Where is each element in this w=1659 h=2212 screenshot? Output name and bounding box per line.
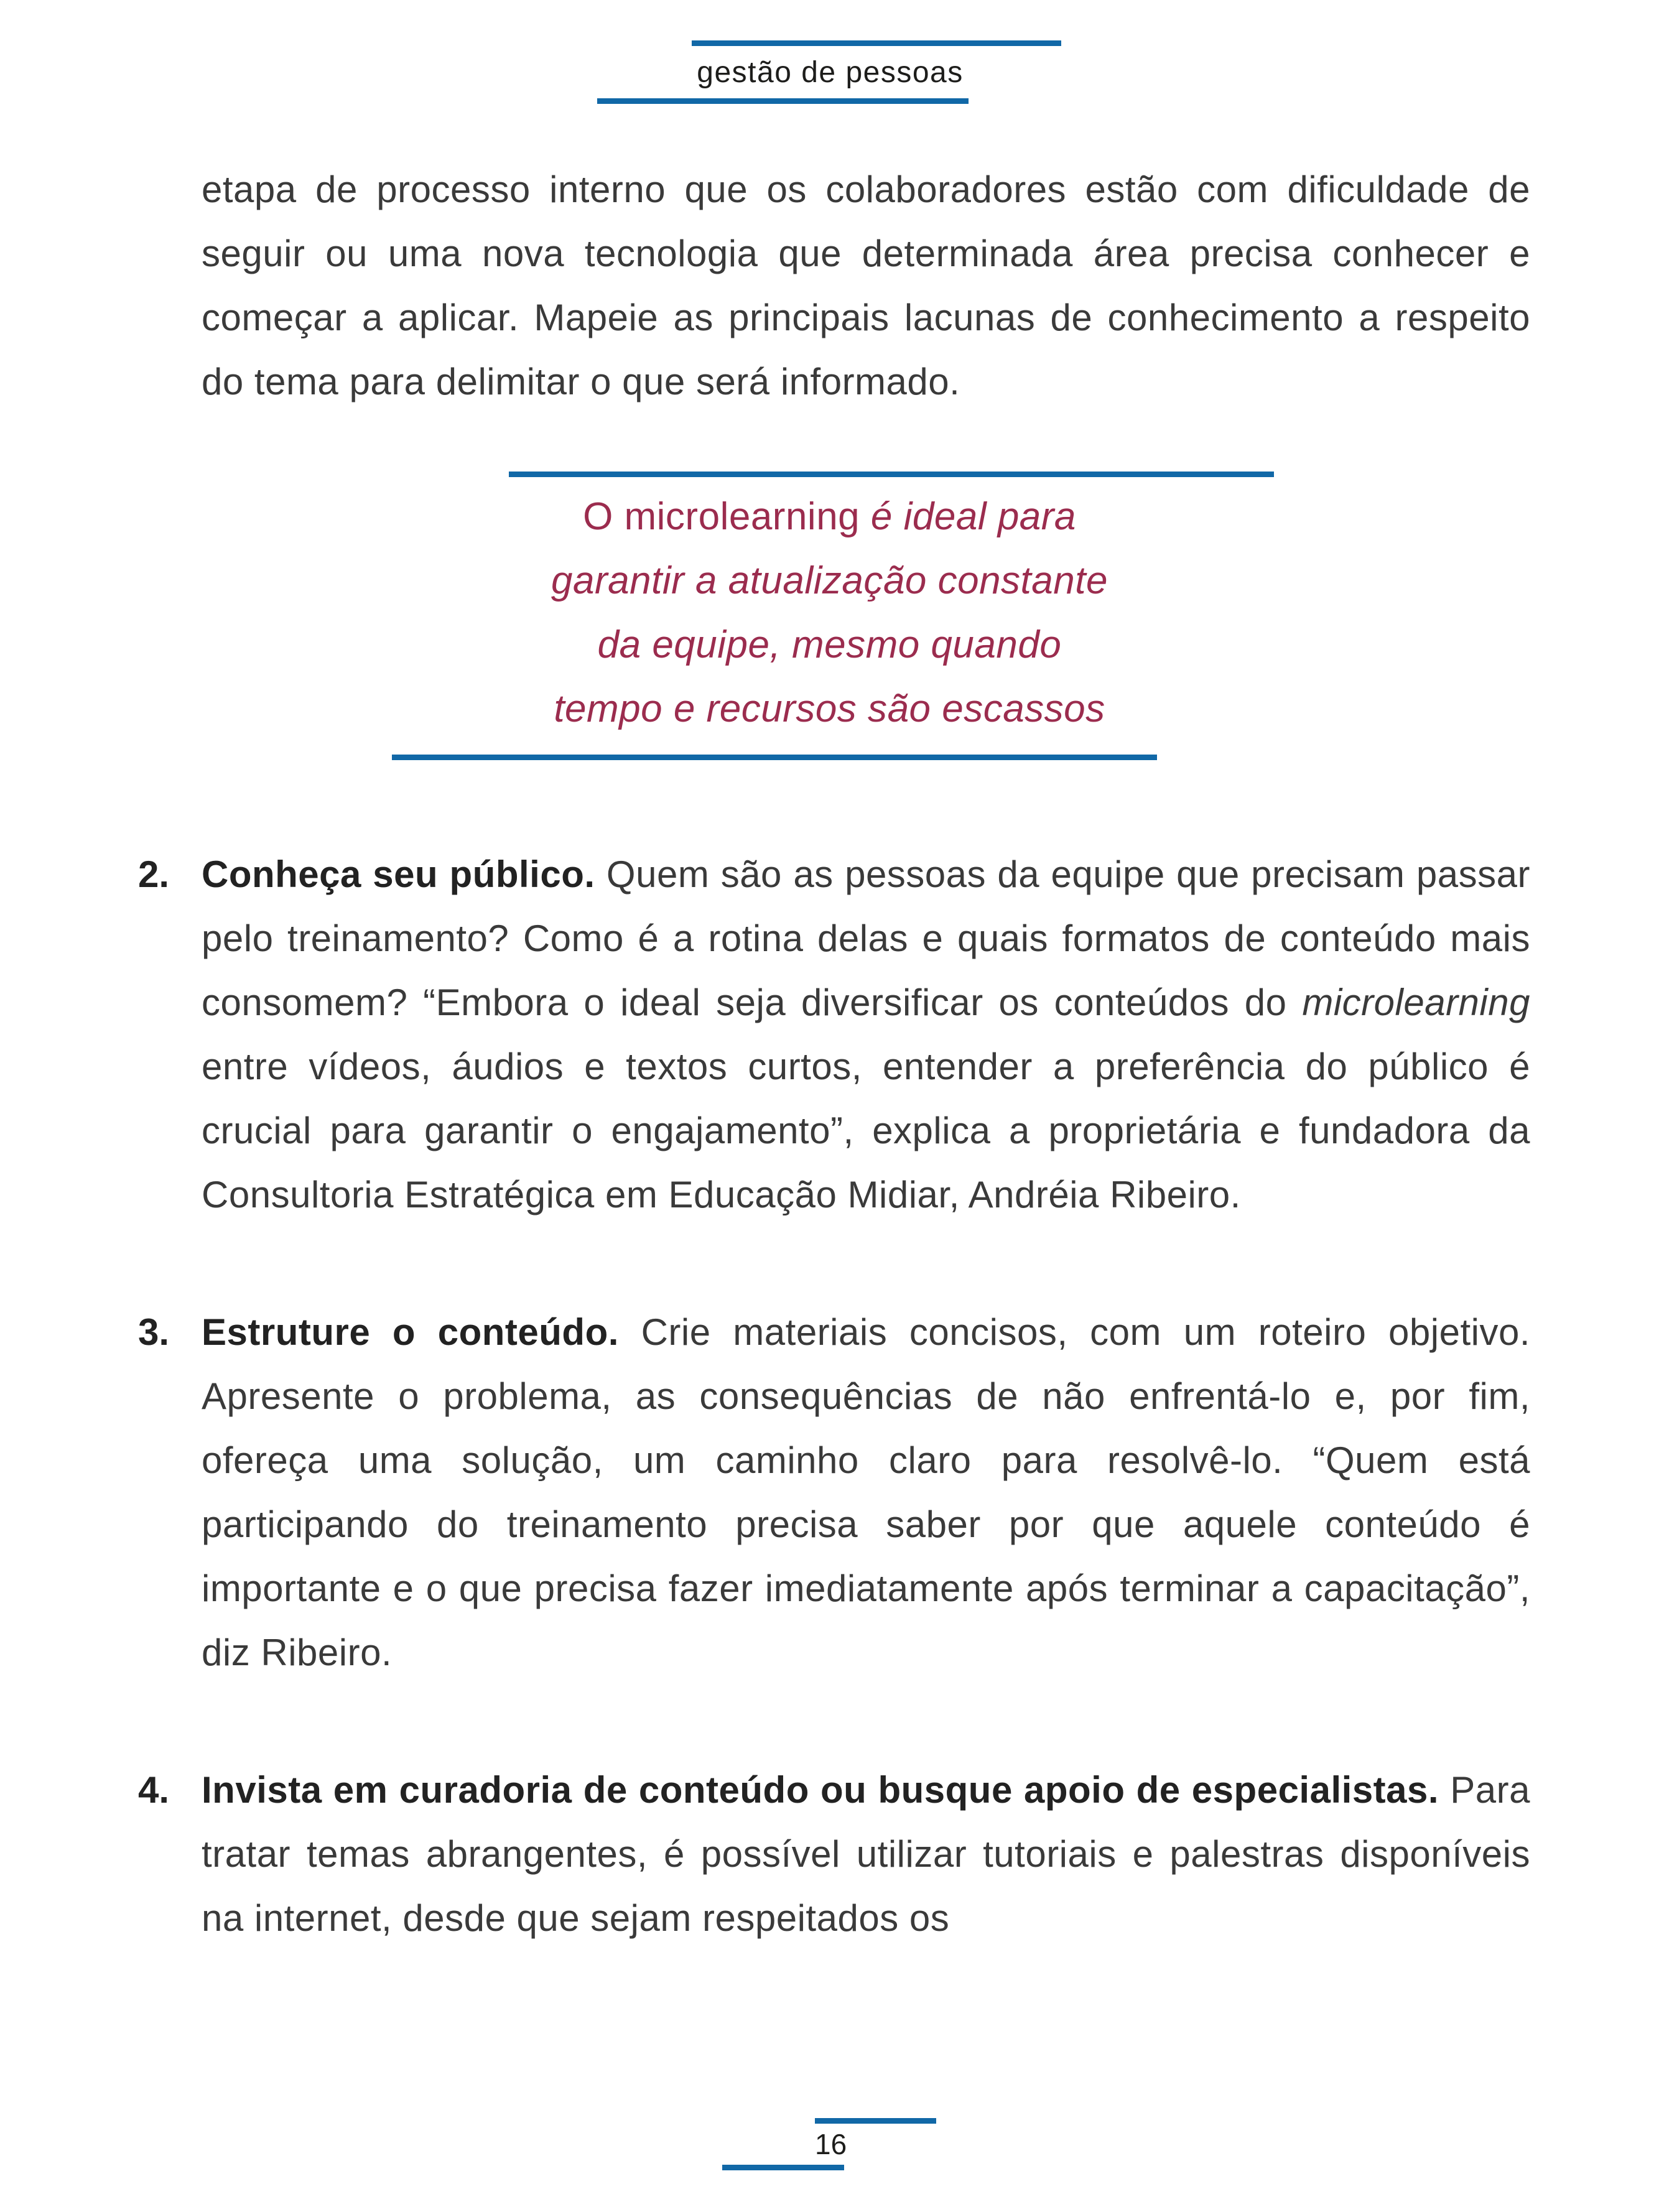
footer-rule-top: [815, 2118, 936, 2124]
header-rule-bottom: [597, 98, 969, 104]
list-item-text: Conheça seu público. Quem são as pessoas da equipe que precisam passar pelo treinamento? Como é a rotina delas e quais formatos de conteúdo mais consomem? “Embora o ideal seja diversificar os conteúdos do microlearning entre vídeos, áudios e textos curtos, entender a preferência do público é crucial para garantir o engajamento”, explica a proprietária e fundadora da Consultoria Estratégica em Educação Midiar, Andréia Ribeiro.: [202, 853, 1530, 1215]
list-item-3: [138, 1300, 1531, 1685]
list-item-number: 2.: [138, 853, 170, 895]
list-item-text: Estruture o conteúdo. Crie materiais concisos, com um roteiro objetivo. Apresente o problema, as consequências de não enfrentá-lo e, por fim, ofereça uma solução, um caminho claro para resolvê-lo. “Quem está participando do treinamento precisa saber por que aquele conteúdo é importante e o que precisa fazer imediatamente após terminar a capacitação”, diz Ribeiro.: [202, 1311, 1531, 1673]
section-title: gestão de pessoas: [697, 56, 964, 89]
quote-line: tempo e recursos são escassos: [554, 687, 1105, 730]
list-item-number: 3.: [138, 1311, 170, 1353]
footer-rule-bottom: [722, 2165, 844, 2170]
quote-text: [0, 485, 1659, 741]
quote-line: O microlearning é ideal para: [583, 495, 1076, 538]
page-number: 16: [815, 2128, 847, 2160]
list-item-number: 4.: [138, 1769, 170, 1811]
quote-rule-top: [509, 472, 1274, 477]
quote-rule-bottom: [392, 755, 1157, 760]
list-item-2: [138, 842, 1530, 1227]
list-item-text: Invista em curadoria de conteúdo ou busque apoio de especialistas. Para tratar temas abrangentes, é possível utilizar tutoriais e palestras disponíveis na internet, desde que sejam respeitados os: [202, 1769, 1530, 1939]
pull-quote: [0, 472, 1659, 760]
list-item-4: [138, 1758, 1530, 1950]
quote-line: garantir a atualização constante: [551, 559, 1108, 602]
header-rule-top: [692, 40, 1061, 46]
page-footer: [0, 2118, 1659, 2170]
quote-line: da equipe, mesmo quando: [597, 623, 1062, 666]
section-header: [0, 0, 1659, 104]
intro-paragraph: etapa de processo interno que os colaboradores estão com dificuldade de seguir ou uma nova tecnologia que determinada área precisa conhecer e começar a aplicar. Mapeie as principais lacunas de conhecimento a respeito do tema para delimitar o que será informado.: [202, 169, 1530, 402]
numbered-list: [138, 842, 1531, 1950]
